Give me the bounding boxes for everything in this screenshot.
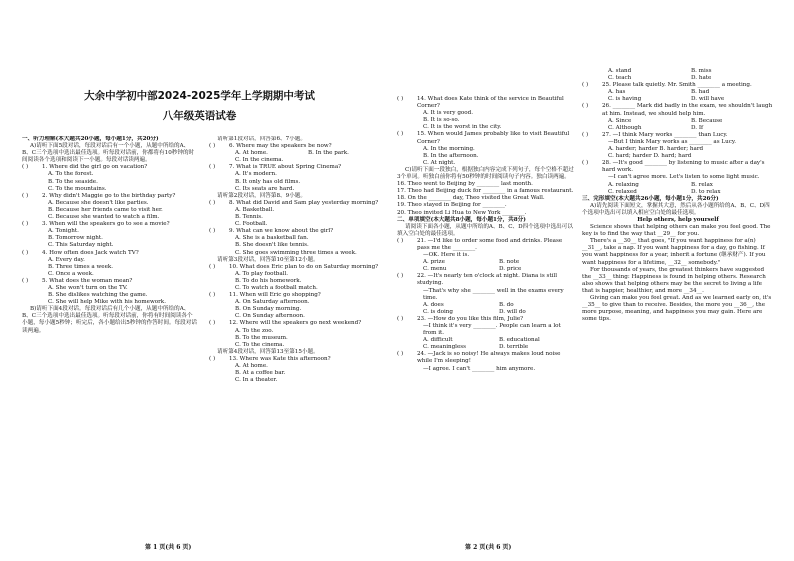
- passage-title: Help others, help yourself: [637, 216, 719, 223]
- option-text: B. Tomorrow night.: [48, 235, 103, 242]
- option-text: A. To the zoo.: [235, 327, 274, 334]
- option-text: A. She won't turn on the TV.: [48, 284, 128, 291]
- question-text: 7. What is TRUE about Spring Cinema?: [229, 164, 342, 171]
- option-text: D. hate: [691, 75, 712, 82]
- question: [209, 320, 381, 327]
- question-text: 14. What does Kate think of the service in Beautiful Corner?: [417, 96, 564, 110]
- answer-bracket: ( ): [209, 292, 216, 299]
- option-text: C. It is the worst in the city.: [423, 124, 502, 131]
- option-text: B. At a coffee bar.: [235, 370, 286, 377]
- question: [22, 164, 198, 171]
- option-text: A. Every day.: [48, 256, 85, 263]
- option-text: B. note: [499, 259, 520, 266]
- section-heading: 一、听力理解(本大题共20小题，每小题1分，共20分): [22, 136, 159, 142]
- question: [209, 264, 381, 271]
- option-text: A. In the morning.: [423, 145, 475, 152]
- option-text: A. To play football.: [235, 270, 289, 277]
- question-text: 21. —I'd like to order some food and drinks. Please pass me the ________.: [417, 237, 563, 251]
- option-pair: [582, 182, 774, 189]
- page-number-1: 第 1 页(共 6 页): [145, 544, 192, 551]
- option-pair: [397, 302, 575, 309]
- question-text: 9. What can we know about the girl?: [229, 228, 334, 235]
- fill-in-line: 20. Theo invited Li Hua to New York ________.: [397, 209, 527, 216]
- option-text: B. Because: [691, 117, 723, 124]
- option-text: C. Football.: [235, 221, 268, 228]
- option-text: C. is having: [608, 96, 642, 103]
- answer-bracket: ( ): [22, 164, 29, 171]
- option-text: C. relaxed: [608, 188, 637, 195]
- question-text: 8. What did David and Sam play yesterday morning?: [229, 199, 379, 206]
- column-4: [582, 68, 774, 323]
- answer-bracket: ( ): [209, 199, 216, 206]
- section-heading: 三、完形填空(本大题共26小题，每小题1分，共26分): [582, 195, 719, 202]
- passage-paragraph: Science shows that helping others can make you feel good. The key is to find the way that __29__ for you.: [582, 224, 771, 238]
- option-text: C. To the cinema.: [235, 341, 285, 348]
- question-text: 1. Where did the girl go on vacation?: [42, 164, 148, 171]
- option-text: D. will do: [499, 308, 526, 315]
- question-text: 5. What does the woman mean?: [42, 277, 133, 284]
- option-text: C. She will help Mike with his homework.: [48, 299, 166, 306]
- question-text: 15. When would James probably like to visit Beautiful Corner?: [417, 131, 570, 145]
- option-text: A. difficult: [423, 337, 453, 344]
- option-text: B. To the seaside.: [48, 178, 98, 185]
- question: [397, 96, 575, 110]
- option-text: C. At night.: [423, 159, 456, 166]
- option-text: A. Basketball.: [235, 206, 275, 213]
- option-text: A. harder; harder B. harder; hard: [608, 146, 704, 153]
- answer-bracket: ( ): [209, 164, 216, 171]
- option-text: —I agree. I can't ________ him anymore.: [423, 365, 536, 372]
- option-text: A. Because she doesn't like parties.: [48, 199, 149, 206]
- option-text: B. Three times a week.: [48, 263, 114, 270]
- section-heading: 二、单项填空(本大题共8小题，每小题1分，共8分): [397, 216, 526, 223]
- question: [209, 356, 381, 363]
- answer-bracket: ( ): [209, 143, 216, 150]
- option-pair: [397, 266, 575, 273]
- option-text: —That's why she ________ well in the exams every time.: [423, 287, 564, 301]
- option-text: B. miss: [691, 68, 712, 74]
- answer-bracket: ( ): [22, 277, 29, 284]
- question-text: 2. Why didn't Maggie go to the birthday party?: [42, 192, 176, 199]
- instruction: A)请听下面5段对话，每段对话后有一个小题，从题中所给的A、B、C三个选项中选出最佳选项。听每段对话前，你都将有10秒钟的时间阅读各个选项和阅读下一小题。每段对话读两遍。: [22, 143, 195, 164]
- option-pair: [582, 75, 774, 82]
- answer-bracket: ( ): [397, 237, 404, 244]
- question-text: 6. Where may the speakers be now?: [229, 143, 332, 150]
- question-text: 25. Please talk quietly. Mr. Smith ________ a meeting.: [602, 82, 752, 89]
- option-text: A. relaxing: [608, 181, 639, 188]
- question-text: 28. —It's good ________ by listening to music after a day's hard work.: [602, 160, 765, 174]
- instruction: A)请先阅读下面短文，掌握其大意，然后从各小题所给的A、B、C、D四个选项中选出可以填入相应空白处的最佳选项。: [582, 202, 770, 216]
- option-text: C. To watch a football match.: [235, 284, 318, 291]
- answer-bracket: ( ): [397, 351, 404, 358]
- option-pair: [397, 337, 575, 344]
- answer-bracket: ( ): [22, 249, 29, 256]
- option-text: C. To the mountains.: [48, 185, 107, 192]
- option-text: C. meaningless: [423, 344, 467, 351]
- question-text: 3. When will the speakers go to see a movie?: [42, 221, 170, 228]
- option-text: B. educational: [499, 337, 540, 344]
- option-text: B. To the museum.: [235, 334, 288, 341]
- answer-bracket: ( ): [397, 273, 404, 280]
- option-pair: [582, 89, 774, 96]
- option-pair: [582, 118, 774, 125]
- option-text: C. She goes swimming three times a week.: [235, 249, 357, 256]
- option-text: B. In the afternoon.: [423, 152, 479, 159]
- page-number-2: 第 2 页(共 6 页): [465, 544, 512, 551]
- question-text: 13. Where was Kate this afternoon?: [229, 355, 331, 362]
- option-text: A. has: [608, 89, 626, 96]
- answer-bracket: ( ): [397, 315, 404, 322]
- instruction: 请听第4段对话，回答第13至第15小题。: [217, 348, 319, 355]
- option-text: A. It is very good.: [423, 110, 474, 117]
- option-text: C. In a theater.: [235, 377, 278, 384]
- option-text: C. This Saturday night.: [48, 242, 114, 249]
- option-pair: [582, 68, 774, 75]
- answer-bracket: ( ): [397, 131, 404, 138]
- option-text: C. menu: [423, 266, 447, 273]
- option-text: B. On Sunday morning.: [235, 306, 302, 313]
- option-text: —But I think Mary works as ________ as Lucy.: [608, 138, 737, 145]
- option-text: A. At home.: [235, 363, 268, 369]
- fill-in-line: 16. Theo went to Beijing by ________ last month.: [397, 181, 533, 188]
- answer-bracket: ( ): [397, 96, 404, 102]
- option-text: A. does: [423, 301, 444, 308]
- option-text: B. In the park.: [308, 150, 349, 157]
- option-text: B. Because her friends came to visit her.: [48, 206, 163, 213]
- answer-bracket: ( ): [22, 221, 29, 228]
- option-text: C. In the cinema.: [235, 157, 284, 164]
- option-text: C. Although: [608, 124, 642, 131]
- option-text: B. had: [691, 89, 710, 96]
- column-2: [209, 136, 381, 384]
- option-text: C. Because she wanted to watch a film.: [48, 214, 160, 221]
- question: [397, 273, 575, 287]
- option-text: B. relax: [691, 181, 713, 188]
- option-text: D. terrible: [499, 344, 529, 351]
- option-text: D. If: [691, 124, 704, 131]
- question: [582, 160, 774, 174]
- option-text: A. Tonight.: [48, 228, 79, 235]
- instruction: 请听第3段对话，回答第10至第12小题。: [217, 256, 319, 263]
- answer-bracket: ( ): [209, 355, 216, 362]
- option-text: C. Once a week.: [48, 270, 94, 277]
- question-text: 12. Where will the speakers go next weekend?: [229, 320, 362, 327]
- passage-paragraph: For thousands of years, the greatest thinkers have suggested the __33__ thing: Happiness is found in helping others. Research also shows that helping others may be the secret to living a life that is happier, healthier, and more __34__.: [582, 266, 766, 294]
- question: [209, 228, 381, 235]
- option-text: B. To do his homework.: [235, 277, 302, 284]
- option-text: C. is doing: [423, 308, 453, 315]
- question-text: 22. —It's nearly ten o'clock at night. Diana is still studying.: [417, 273, 557, 287]
- option-text: B. It only has old films.: [235, 178, 301, 185]
- option-pair: [397, 259, 575, 266]
- question-text: 4. How often does Jack watch TV?: [42, 249, 139, 256]
- option-text: A. prize: [423, 259, 445, 266]
- exam-subtitle: 八年级英语试卷: [162, 110, 237, 122]
- question-text: 27. —I think Mary works ________ than Lucy.: [602, 131, 728, 138]
- question: [397, 238, 575, 252]
- question: [209, 164, 381, 171]
- option-pair: [582, 125, 774, 132]
- option-text: B. She doesn't like tennis.: [235, 242, 309, 249]
- instruction: 请阅读下面各小题，从题中所给的A、B、C、D四个选项中选出可以填入空白处的最佳选项。: [397, 223, 573, 237]
- instruction: 请听第1段对话，回答第6、7小题。: [217, 136, 306, 142]
- option-pair: [209, 150, 381, 157]
- question: [397, 351, 575, 365]
- option-text: B. Tennis.: [235, 214, 263, 221]
- option-text: B. do: [499, 301, 514, 308]
- fill-in-line: 19. Theo stayed in Beijing for ________.: [397, 202, 507, 209]
- answer-bracket: ( ): [209, 320, 216, 327]
- passage-paragraph: There's a __30__ that goes, "If you want happiness for a(n) __31__, take a nap. If you want happiness for a day, go fishing. If you want happiness for a year, inherit a fortune (继承财产). If you want happiness for a lifetime, __32__ somebody.": [582, 238, 766, 266]
- question-text: 10. What does Eric plan to do on Saturday morning?: [229, 263, 379, 270]
- question: [582, 132, 774, 139]
- exam-title: 大余中学初中部2024-2025学年上学期期中考试: [84, 90, 315, 102]
- question-text: 24. —Jack is so noisy! He always makes loud noise while I'm sleeping!: [417, 351, 561, 365]
- option-pair: [397, 309, 575, 316]
- option-text: C. teach: [608, 75, 632, 82]
- question: [22, 221, 198, 228]
- option-text: B. She dislikes watching the game.: [48, 292, 148, 299]
- question: [397, 131, 575, 145]
- option-pair: [397, 344, 575, 351]
- option-text: A. At home.: [235, 150, 268, 157]
- option-text: B. It is so-so.: [423, 117, 460, 124]
- answer-bracket: ( ): [582, 103, 589, 110]
- option-text: —I think it's very ________. People can learn a lot from it.: [423, 323, 561, 337]
- question: [397, 316, 575, 323]
- question: [582, 103, 774, 117]
- question: [209, 200, 381, 207]
- option-text: A. She is a basketball fan.: [235, 235, 309, 242]
- question: [22, 250, 198, 257]
- option-text: —I can't agree more. Let's listen to some light music.: [608, 174, 760, 181]
- answer-bracket: ( ): [582, 82, 589, 89]
- passage-paragraph: Giving can make you feel great. And as we learned early on, it's __35__ to give than to receive. Besides, the more you __36__, the more purpose, meaning, and happiness you may gain. Here are some tips.: [582, 295, 772, 323]
- question-text: 26. ________ Mark did badly in the exam, we shouldn't laugh at him. Instead, we should help him.: [602, 103, 773, 117]
- question: [22, 278, 198, 285]
- option-text: —OK. Here it is.: [423, 252, 470, 259]
- instruction: C)请听下面一段独白，根据独白内容完成下列句子，每个空格不超过3个单词。听独白前你将有50秒钟的时间阅读句子内容。独白读两遍。: [397, 166, 574, 181]
- column-1: [22, 136, 198, 335]
- question: [22, 193, 198, 200]
- option-text: D. will have: [691, 96, 725, 103]
- option-text: A. Since: [608, 117, 632, 124]
- option-text: A. To the forest.: [48, 171, 94, 178]
- question-text: 23. —How do you like this film, Julie?: [417, 315, 524, 322]
- question-text: 11. When will Eric go shopping?: [229, 292, 321, 299]
- question: [209, 143, 381, 150]
- question: [209, 292, 381, 299]
- question: [582, 82, 774, 89]
- option-pair: [582, 96, 774, 103]
- answer-bracket: ( ): [22, 192, 29, 199]
- option-text: A. stand: [608, 68, 632, 74]
- option-text: C. hard; harder D. hard; hard: [608, 153, 692, 160]
- answer-bracket: ( ): [582, 131, 589, 138]
- answer-bracket: ( ): [209, 263, 216, 270]
- answer-bracket: ( ): [582, 160, 589, 167]
- option-text: A. It's modern.: [235, 171, 277, 178]
- option-text: C. On Sunday afternoon.: [235, 313, 305, 320]
- option-text: C. Its seats are hard.: [235, 185, 295, 192]
- instruction: 请听第2段对话，回答第8、9小题。: [217, 192, 306, 199]
- fill-in-line: 17. Theo had Beijing duck for ________ in a famous restaurant.: [397, 188, 574, 195]
- option-text: D. price: [499, 266, 522, 273]
- option-pair: [582, 189, 774, 196]
- fill-in-line: 18. On the ________ day, Theo visited the Great Wall.: [397, 195, 545, 202]
- option-text: A. On Saturday afternoon.: [235, 299, 310, 306]
- column-3: [397, 96, 575, 373]
- instruction: B)请听下面4段对话。每段对话后有几个小题，从题中所给的A、B、C三个选项中选出最佳选项。听每段对话前，你将有时间阅读各个小题，每小题5秒钟；听完后，各小题给出5秒钟的作答时间。每段对话读两遍。: [22, 306, 197, 334]
- answer-bracket: ( ): [209, 228, 216, 235]
- option-text: D. to relax: [691, 188, 721, 195]
